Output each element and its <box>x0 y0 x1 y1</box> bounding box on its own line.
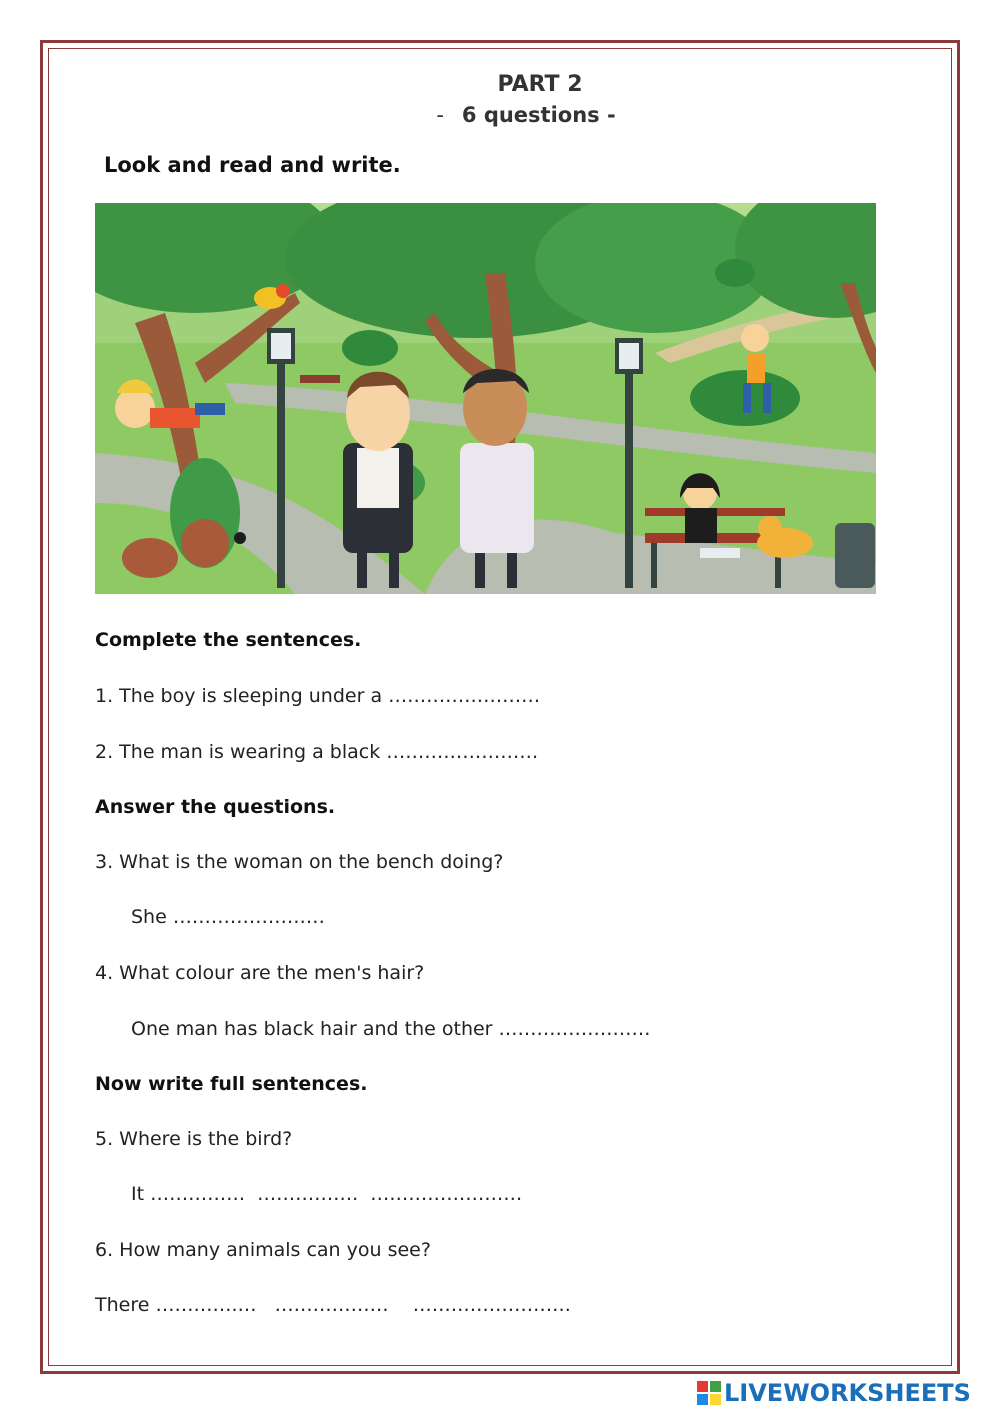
subtitle-dash: - <box>436 103 444 127</box>
answer-6-line: There ………….… ……………… ……………………. <box>95 1294 571 1316</box>
instruction-heading: Look and read and write. <box>104 153 401 177</box>
question-6: 6. How many animals can you see? <box>95 1239 431 1261</box>
liveworksheets-logo[interactable] <box>697 1378 971 1408</box>
question-4: 4. What colour are the men's hair? <box>95 962 425 984</box>
answer-3-line: She …………………… <box>131 906 325 928</box>
answer-5-line: It …………… ……………. …………………… <box>131 1183 523 1205</box>
part-title: PART 2 <box>497 72 583 97</box>
park-scene-image <box>95 203 876 594</box>
question-5: 5. Where is the bird? <box>95 1128 293 1150</box>
liveworksheets-logo-icon <box>697 1381 721 1405</box>
question-3: 3. What is the woman on the bench doing? <box>95 851 504 873</box>
question-2: 2. The man is wearing a black …………………… <box>95 741 539 763</box>
part-subtitle <box>0 103 1000 127</box>
answer-4-line: One man has black hair and the other …………………… <box>131 1018 651 1040</box>
question-1: 1. The boy is sleeping under a …………………… <box>95 685 541 707</box>
section-heading-complete: Complete the sentences. <box>95 629 362 651</box>
subtitle-text: 6 questions - <box>461 103 616 127</box>
section-heading-full: Now write full sentences. <box>95 1073 368 1095</box>
section-heading-answer: Answer the questions. <box>95 796 336 818</box>
liveworksheets-logo-text: LIVEWORKSHEETS <box>724 1379 971 1407</box>
